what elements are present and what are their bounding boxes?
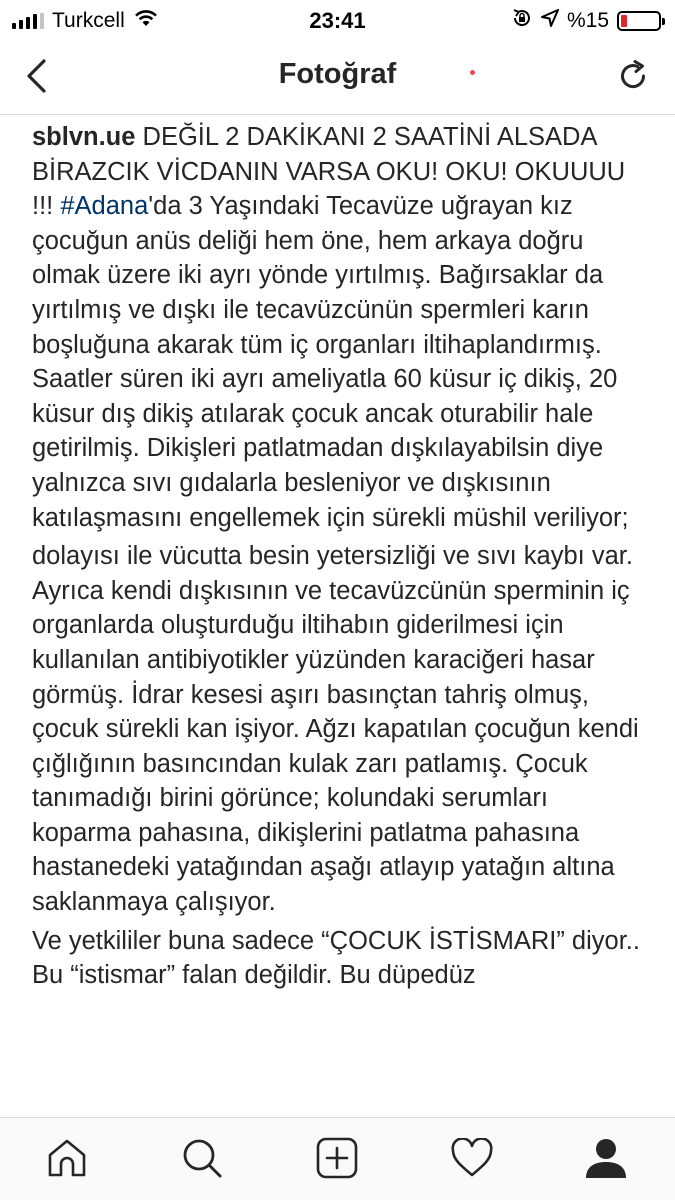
- activity-heart-icon: [450, 1138, 494, 1178]
- caption-paragraph-1: [32, 120, 650, 535]
- caption-text: 'da 3 Yaşındaki Tecavüze uğrayan kız çocuğun anüs deliği hem öne, hem arkaya doğru olmak üzere iki ayrı yönde yırtılmış. Bağırsaklar da yırtılmış ve dışkı ile tecavüzcünün spermleri karın boşluğuna akarak tüm iç organları iltihaplandırmış. Saatler süren iki ayrı ameliyatla 60 küsur iç dikiş, 20 küsur dış dikiş atılarak çocuk ancak oturabilir hale getirilmiş. Dikişleri patlatmadan dışkılayabilsin diye yalnızca sıvı gıdalarla besleniyor ve dışkısının katılaşmasını engellemek için sürekli müshil veriliyor;: [32, 192, 629, 532]
- profile-icon: [584, 1137, 628, 1179]
- location-arrow-icon: [541, 9, 559, 33]
- home-icon: [46, 1138, 88, 1178]
- caption-lead: DEĞİL 2 DAKİKANI 2 SAATİNİ ALSADA BİRAZCIK VİCDANIN VARSA OKU! OKU! OKUUUU !!!: [32, 123, 626, 221]
- rotation-lock-icon: [511, 7, 533, 35]
- nav-home[interactable]: [45, 1136, 89, 1180]
- search-icon: [181, 1137, 223, 1179]
- nav-activity[interactable]: [450, 1136, 494, 1180]
- notification-dot: [470, 70, 475, 75]
- battery-percent: %15: [566, 9, 609, 32]
- nav-profile[interactable]: [584, 1136, 628, 1180]
- hashtag-link[interactable]: #Adana: [60, 192, 149, 221]
- nav-new-post[interactable]: [315, 1136, 359, 1180]
- status-bar: [0, 0, 675, 40]
- header: [0, 40, 675, 114]
- post-caption: [32, 120, 650, 997]
- username-link[interactable]: sblvn.ue: [32, 123, 136, 151]
- bottom-nav: [0, 1117, 675, 1200]
- nav-search[interactable]: [180, 1136, 224, 1180]
- caption-paragraph-3: Ve yetkililer buna sadece “ÇOCUK İSTİSMARI” diyor.. Bu “istismar” falan değildir. Bu düpedüz: [32, 926, 640, 990]
- header-divider: [0, 114, 675, 115]
- caption-paragraph-2: dolayısı ile vücutta besin yetersizliği ve sıvı kaybı var. Ayrıca kendi dışkısının ve tecavüzcünün sperminin iç organlarda oluşturduğu iltihabın giderilmesi için kullanılan antibiyotikler yüzünden karaciğeri hasar görmüş. İdrar kesesi aşırı basınçtan tahriş olmuş, çocuk sürekli kan işiyor. Ağzı kapatılan çocuğun kendi çığlığının basıncından kulak zarı patlamış. Çocuk tanımadığı birini görünce; kolundaki serumları koparma pahasına, dikişlerini patlatma pahasına hastanedeki yatağından aşağı atlayıp yatağın altına saklanmaya çalışıyor.: [32, 542, 639, 917]
- status-right: [511, 7, 661, 35]
- battery-icon: [617, 11, 661, 31]
- clock: 23:41: [309, 8, 366, 33]
- add-post-icon: [316, 1137, 358, 1179]
- page-title: Fotoğraf: [278, 58, 397, 90]
- carrier-name: Turkcell: [52, 9, 125, 32]
- refresh-icon: [615, 58, 651, 94]
- refresh-button[interactable]: [613, 56, 653, 96]
